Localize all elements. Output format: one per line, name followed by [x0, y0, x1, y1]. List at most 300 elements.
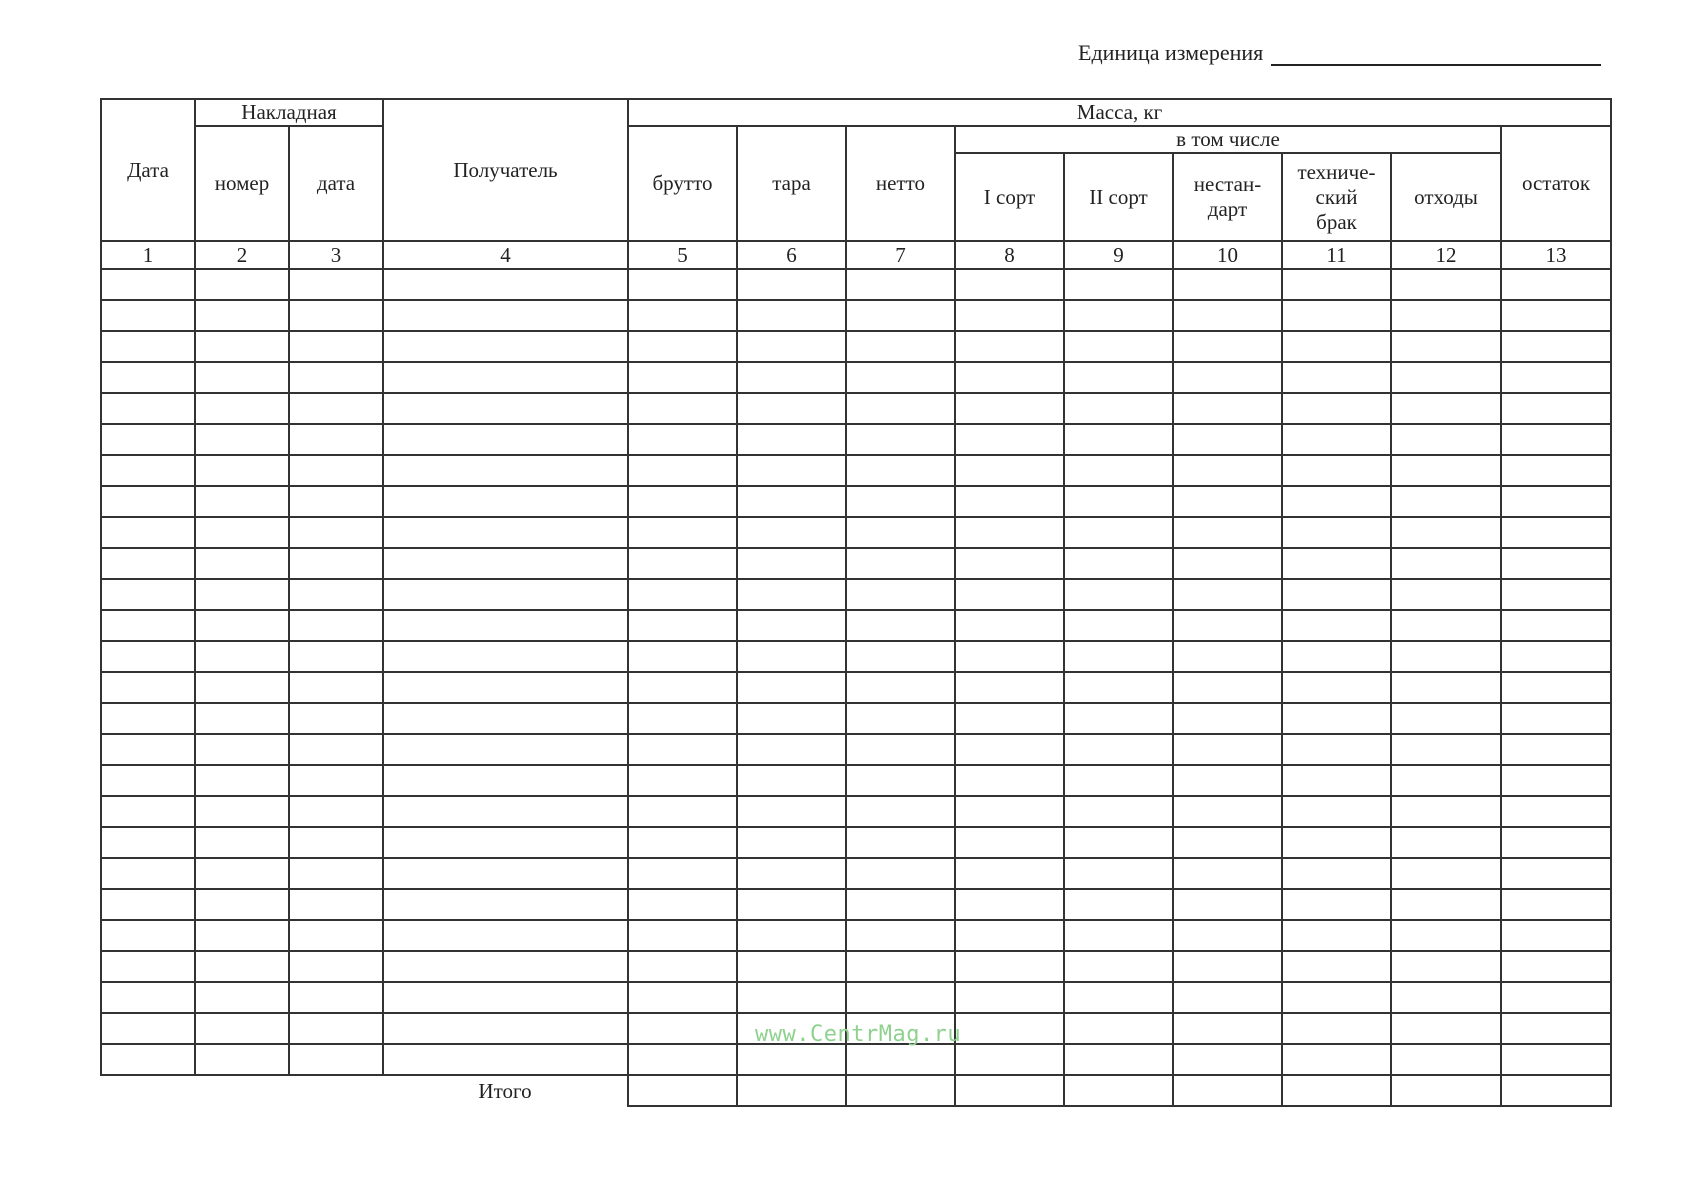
table-cell[interactable] [195, 579, 289, 610]
table-cell[interactable] [737, 982, 846, 1013]
table-cell[interactable] [1501, 1044, 1611, 1075]
table-cell[interactable] [1501, 765, 1611, 796]
table-cell[interactable] [628, 424, 737, 455]
table-cell[interactable] [101, 672, 195, 703]
table-cell[interactable] [1391, 579, 1501, 610]
table-cell[interactable] [1501, 300, 1611, 331]
table-cell[interactable] [383, 486, 628, 517]
table-cell[interactable] [1391, 920, 1501, 951]
table-cell[interactable] [1064, 765, 1173, 796]
table-cell[interactable] [383, 362, 628, 393]
table-cell[interactable] [1064, 269, 1173, 300]
table-cell[interactable] [628, 734, 737, 765]
table-cell[interactable] [737, 548, 846, 579]
table-cell[interactable] [289, 579, 383, 610]
table-cell[interactable] [1391, 765, 1501, 796]
table-cell[interactable] [195, 672, 289, 703]
table-cell[interactable] [628, 393, 737, 424]
table-cell[interactable] [383, 827, 628, 858]
table-cell[interactable] [1173, 579, 1282, 610]
table-cell[interactable] [1173, 951, 1282, 982]
table-cell[interactable] [101, 703, 195, 734]
table-cell[interactable] [289, 455, 383, 486]
table-cell[interactable] [846, 331, 955, 362]
table-cell[interactable] [101, 920, 195, 951]
table-cell[interactable] [628, 331, 737, 362]
table-cell[interactable] [289, 548, 383, 579]
table-cell[interactable] [289, 889, 383, 920]
table-cell[interactable] [955, 517, 1064, 548]
table-cell[interactable] [1282, 920, 1391, 951]
table-cell[interactable] [1173, 362, 1282, 393]
table-cell[interactable] [1282, 1044, 1391, 1075]
table-cell[interactable] [955, 703, 1064, 734]
table-cell[interactable] [1064, 486, 1173, 517]
table-cell[interactable] [955, 951, 1064, 982]
table-cell[interactable] [195, 1044, 289, 1075]
table-cell[interactable] [383, 703, 628, 734]
table-cell[interactable] [628, 703, 737, 734]
table-cell[interactable] [1501, 362, 1611, 393]
table-cell[interactable] [383, 982, 628, 1013]
table-cell[interactable] [101, 858, 195, 889]
total-cell[interactable] [628, 1075, 737, 1106]
table-cell[interactable] [289, 951, 383, 982]
table-cell[interactable] [737, 331, 846, 362]
table-cell[interactable] [846, 486, 955, 517]
table-cell[interactable] [289, 672, 383, 703]
table-cell[interactable] [101, 486, 195, 517]
table-cell[interactable] [195, 765, 289, 796]
table-cell[interactable] [195, 1013, 289, 1044]
table-cell[interactable] [628, 579, 737, 610]
table-cell[interactable] [846, 765, 955, 796]
table-cell[interactable] [1501, 827, 1611, 858]
table-cell[interactable] [1173, 703, 1282, 734]
table-cell[interactable] [628, 920, 737, 951]
table-cell[interactable] [101, 362, 195, 393]
table-cell[interactable] [383, 641, 628, 672]
table-cell[interactable] [737, 703, 846, 734]
table-cell[interactable] [383, 765, 628, 796]
table-cell[interactable] [1501, 455, 1611, 486]
table-cell[interactable] [1064, 300, 1173, 331]
table-cell[interactable] [955, 362, 1064, 393]
table-cell[interactable] [955, 889, 1064, 920]
table-cell[interactable] [1391, 517, 1501, 548]
table-cell[interactable] [1501, 548, 1611, 579]
table-cell[interactable] [195, 951, 289, 982]
table-cell[interactable] [101, 455, 195, 486]
table-cell[interactable] [1282, 734, 1391, 765]
table-cell[interactable] [383, 331, 628, 362]
table-cell[interactable] [1282, 331, 1391, 362]
table-cell[interactable] [737, 455, 846, 486]
table-cell[interactable] [955, 1013, 1064, 1044]
table-cell[interactable] [846, 579, 955, 610]
table-cell[interactable] [1173, 548, 1282, 579]
table-cell[interactable] [195, 517, 289, 548]
table-cell[interactable] [1173, 734, 1282, 765]
table-cell[interactable] [195, 796, 289, 827]
table-cell[interactable] [383, 424, 628, 455]
table-cell[interactable] [289, 517, 383, 548]
table-cell[interactable] [195, 827, 289, 858]
table-cell[interactable] [737, 889, 846, 920]
total-cell[interactable] [1282, 1075, 1391, 1106]
table-cell[interactable] [195, 269, 289, 300]
table-cell[interactable] [1173, 827, 1282, 858]
table-cell[interactable] [1501, 672, 1611, 703]
table-cell[interactable] [101, 734, 195, 765]
table-cell[interactable] [1391, 703, 1501, 734]
table-cell[interactable] [101, 269, 195, 300]
table-cell[interactable] [1501, 517, 1611, 548]
table-cell[interactable] [955, 393, 1064, 424]
table-cell[interactable] [737, 796, 846, 827]
table-cell[interactable] [195, 331, 289, 362]
table-cell[interactable] [628, 951, 737, 982]
table-cell[interactable] [289, 362, 383, 393]
table-cell[interactable] [628, 610, 737, 641]
table-cell[interactable] [1391, 858, 1501, 889]
table-cell[interactable] [737, 362, 846, 393]
table-cell[interactable] [101, 641, 195, 672]
table-cell[interactable] [195, 424, 289, 455]
table-cell[interactable] [955, 1044, 1064, 1075]
table-cell[interactable] [101, 579, 195, 610]
table-cell[interactable] [383, 889, 628, 920]
table-cell[interactable] [737, 920, 846, 951]
table-cell[interactable] [1173, 455, 1282, 486]
table-cell[interactable] [1173, 672, 1282, 703]
table-cell[interactable] [1501, 951, 1611, 982]
table-cell[interactable] [289, 765, 383, 796]
table-cell[interactable] [1501, 703, 1611, 734]
table-cell[interactable] [628, 765, 737, 796]
table-cell[interactable] [195, 734, 289, 765]
table-cell[interactable] [1501, 641, 1611, 672]
table-cell[interactable] [1064, 579, 1173, 610]
table-cell[interactable] [1282, 703, 1391, 734]
table-cell[interactable] [289, 920, 383, 951]
table-cell[interactable] [195, 455, 289, 486]
table-cell[interactable] [101, 393, 195, 424]
table-cell[interactable] [195, 641, 289, 672]
table-cell[interactable] [1391, 548, 1501, 579]
table-cell[interactable] [1282, 827, 1391, 858]
table-cell[interactable] [628, 827, 737, 858]
table-cell[interactable] [1064, 362, 1173, 393]
table-cell[interactable] [1391, 796, 1501, 827]
table-cell[interactable] [383, 1044, 628, 1075]
table-cell[interactable] [737, 765, 846, 796]
table-cell[interactable] [1282, 362, 1391, 393]
table-cell[interactable] [1282, 300, 1391, 331]
table-cell[interactable] [737, 579, 846, 610]
table-cell[interactable] [195, 393, 289, 424]
table-cell[interactable] [1391, 827, 1501, 858]
table-cell[interactable] [383, 1013, 628, 1044]
table-cell[interactable] [955, 982, 1064, 1013]
table-cell[interactable] [737, 827, 846, 858]
table-cell[interactable] [383, 517, 628, 548]
table-cell[interactable] [1064, 548, 1173, 579]
table-cell[interactable] [1391, 1013, 1501, 1044]
table-cell[interactable] [846, 610, 955, 641]
table-cell[interactable] [628, 889, 737, 920]
table-cell[interactable] [383, 548, 628, 579]
table-cell[interactable] [955, 734, 1064, 765]
table-cell[interactable] [289, 300, 383, 331]
table-cell[interactable] [846, 796, 955, 827]
table-cell[interactable] [1173, 610, 1282, 641]
table-cell[interactable] [1064, 1044, 1173, 1075]
table-cell[interactable] [1173, 1013, 1282, 1044]
table-cell[interactable] [737, 672, 846, 703]
total-cell[interactable] [1391, 1075, 1501, 1106]
total-cell[interactable] [1064, 1075, 1173, 1106]
table-cell[interactable] [1064, 982, 1173, 1013]
table-cell[interactable] [101, 1044, 195, 1075]
table-cell[interactable] [1391, 1044, 1501, 1075]
table-cell[interactable] [1282, 269, 1391, 300]
table-cell[interactable] [1391, 486, 1501, 517]
table-cell[interactable] [1173, 982, 1282, 1013]
total-cell[interactable] [955, 1075, 1064, 1106]
table-cell[interactable] [1064, 889, 1173, 920]
table-cell[interactable] [737, 641, 846, 672]
table-cell[interactable] [1501, 889, 1611, 920]
table-cell[interactable] [846, 982, 955, 1013]
table-cell[interactable] [1173, 920, 1282, 951]
table-cell[interactable] [1282, 610, 1391, 641]
table-cell[interactable] [1064, 951, 1173, 982]
table-cell[interactable] [737, 486, 846, 517]
table-cell[interactable] [737, 1044, 846, 1075]
table-cell[interactable] [1282, 858, 1391, 889]
table-cell[interactable] [1173, 331, 1282, 362]
table-cell[interactable] [1391, 362, 1501, 393]
table-cell[interactable] [1173, 1044, 1282, 1075]
table-cell[interactable] [737, 610, 846, 641]
table-cell[interactable] [628, 486, 737, 517]
table-cell[interactable] [195, 362, 289, 393]
table-cell[interactable] [195, 982, 289, 1013]
table-cell[interactable] [1391, 889, 1501, 920]
table-cell[interactable] [289, 796, 383, 827]
table-cell[interactable] [846, 672, 955, 703]
unit-of-measure-blank[interactable] [1271, 38, 1601, 66]
table-cell[interactable] [1064, 610, 1173, 641]
table-cell[interactable] [628, 641, 737, 672]
table-cell[interactable] [846, 548, 955, 579]
table-cell[interactable] [289, 641, 383, 672]
table-cell[interactable] [628, 1044, 737, 1075]
table-cell[interactable] [195, 610, 289, 641]
table-cell[interactable] [846, 362, 955, 393]
table-cell[interactable] [955, 858, 1064, 889]
table-cell[interactable] [1282, 641, 1391, 672]
table-cell[interactable] [289, 734, 383, 765]
table-cell[interactable] [383, 579, 628, 610]
table-cell[interactable] [1282, 951, 1391, 982]
table-cell[interactable] [846, 393, 955, 424]
table-cell[interactable] [289, 269, 383, 300]
table-cell[interactable] [846, 517, 955, 548]
table-cell[interactable] [101, 300, 195, 331]
table-cell[interactable] [1501, 424, 1611, 455]
table-cell[interactable] [1064, 641, 1173, 672]
table-cell[interactable] [1501, 486, 1611, 517]
table-cell[interactable] [195, 486, 289, 517]
table-cell[interactable] [628, 858, 737, 889]
table-cell[interactable] [1282, 393, 1391, 424]
table-cell[interactable] [1282, 455, 1391, 486]
table-cell[interactable] [955, 331, 1064, 362]
table-cell[interactable] [737, 734, 846, 765]
table-cell[interactable] [1064, 393, 1173, 424]
table-cell[interactable] [289, 331, 383, 362]
table-cell[interactable] [846, 858, 955, 889]
table-cell[interactable] [737, 300, 846, 331]
total-cell[interactable] [1173, 1075, 1282, 1106]
table-cell[interactable] [101, 331, 195, 362]
table-cell[interactable] [289, 1044, 383, 1075]
table-cell[interactable] [846, 951, 955, 982]
table-cell[interactable] [846, 300, 955, 331]
table-cell[interactable] [1391, 424, 1501, 455]
table-cell[interactable] [628, 672, 737, 703]
table-cell[interactable] [1173, 393, 1282, 424]
table-cell[interactable] [737, 517, 846, 548]
table-cell[interactable] [1064, 672, 1173, 703]
table-cell[interactable] [1501, 393, 1611, 424]
table-cell[interactable] [628, 982, 737, 1013]
table-cell[interactable] [289, 703, 383, 734]
table-cell[interactable] [1064, 796, 1173, 827]
table-cell[interactable] [955, 610, 1064, 641]
table-cell[interactable] [289, 1013, 383, 1044]
table-cell[interactable] [101, 424, 195, 455]
table-cell[interactable] [101, 548, 195, 579]
table-cell[interactable] [1282, 1013, 1391, 1044]
table-cell[interactable] [1391, 951, 1501, 982]
table-cell[interactable] [1391, 455, 1501, 486]
table-cell[interactable] [383, 300, 628, 331]
table-cell[interactable] [1391, 331, 1501, 362]
table-cell[interactable] [846, 641, 955, 672]
table-cell[interactable] [101, 982, 195, 1013]
table-cell[interactable] [1501, 1013, 1611, 1044]
table-cell[interactable] [846, 889, 955, 920]
table-cell[interactable] [628, 300, 737, 331]
table-cell[interactable] [955, 920, 1064, 951]
table-cell[interactable] [955, 548, 1064, 579]
table-cell[interactable] [383, 734, 628, 765]
table-cell[interactable] [955, 424, 1064, 455]
table-cell[interactable] [955, 300, 1064, 331]
table-cell[interactable] [289, 424, 383, 455]
table-cell[interactable] [737, 424, 846, 455]
table-cell[interactable] [737, 269, 846, 300]
table-cell[interactable] [1391, 641, 1501, 672]
table-cell[interactable] [383, 796, 628, 827]
table-cell[interactable] [383, 610, 628, 641]
table-cell[interactable] [101, 796, 195, 827]
table-cell[interactable] [1064, 517, 1173, 548]
table-cell[interactable] [1391, 982, 1501, 1013]
table-cell[interactable] [101, 610, 195, 641]
table-cell[interactable] [1282, 486, 1391, 517]
table-cell[interactable] [101, 1013, 195, 1044]
table-cell[interactable] [1391, 610, 1501, 641]
table-cell[interactable] [1391, 672, 1501, 703]
table-cell[interactable] [1501, 269, 1611, 300]
table-cell[interactable] [955, 827, 1064, 858]
table-cell[interactable] [1282, 889, 1391, 920]
table-cell[interactable] [1173, 517, 1282, 548]
table-cell[interactable] [846, 920, 955, 951]
table-cell[interactable] [1282, 765, 1391, 796]
table-cell[interactable] [628, 517, 737, 548]
table-cell[interactable] [1064, 827, 1173, 858]
table-cell[interactable] [101, 827, 195, 858]
table-cell[interactable] [1064, 734, 1173, 765]
table-cell[interactable] [1064, 920, 1173, 951]
table-cell[interactable] [846, 703, 955, 734]
table-cell[interactable] [846, 827, 955, 858]
table-cell[interactable] [955, 455, 1064, 486]
table-cell[interactable] [955, 765, 1064, 796]
table-cell[interactable] [1064, 858, 1173, 889]
table-cell[interactable] [1501, 610, 1611, 641]
table-cell[interactable] [195, 920, 289, 951]
table-cell[interactable] [1282, 548, 1391, 579]
table-cell[interactable] [383, 951, 628, 982]
table-cell[interactable] [955, 796, 1064, 827]
table-cell[interactable] [1282, 579, 1391, 610]
total-cell[interactable] [846, 1075, 955, 1106]
table-cell[interactable] [1173, 486, 1282, 517]
table-cell[interactable] [955, 579, 1064, 610]
table-cell[interactable] [1282, 672, 1391, 703]
table-cell[interactable] [737, 858, 846, 889]
table-cell[interactable] [101, 765, 195, 796]
table-cell[interactable] [1282, 796, 1391, 827]
table-cell[interactable] [1501, 796, 1611, 827]
table-cell[interactable] [1173, 796, 1282, 827]
table-cell[interactable] [1064, 331, 1173, 362]
table-cell[interactable] [1501, 858, 1611, 889]
table-cell[interactable] [628, 455, 737, 486]
table-cell[interactable] [1501, 920, 1611, 951]
table-cell[interactable] [1173, 858, 1282, 889]
table-cell[interactable] [628, 1013, 737, 1044]
table-cell[interactable] [628, 362, 737, 393]
table-cell[interactable] [289, 486, 383, 517]
total-cell[interactable] [737, 1075, 846, 1106]
table-cell[interactable] [195, 548, 289, 579]
table-cell[interactable] [1064, 1013, 1173, 1044]
table-cell[interactable] [955, 486, 1064, 517]
table-cell[interactable] [628, 796, 737, 827]
table-cell[interactable] [289, 610, 383, 641]
table-cell[interactable] [195, 889, 289, 920]
table-cell[interactable] [955, 641, 1064, 672]
table-cell[interactable] [628, 269, 737, 300]
table-cell[interactable] [195, 300, 289, 331]
